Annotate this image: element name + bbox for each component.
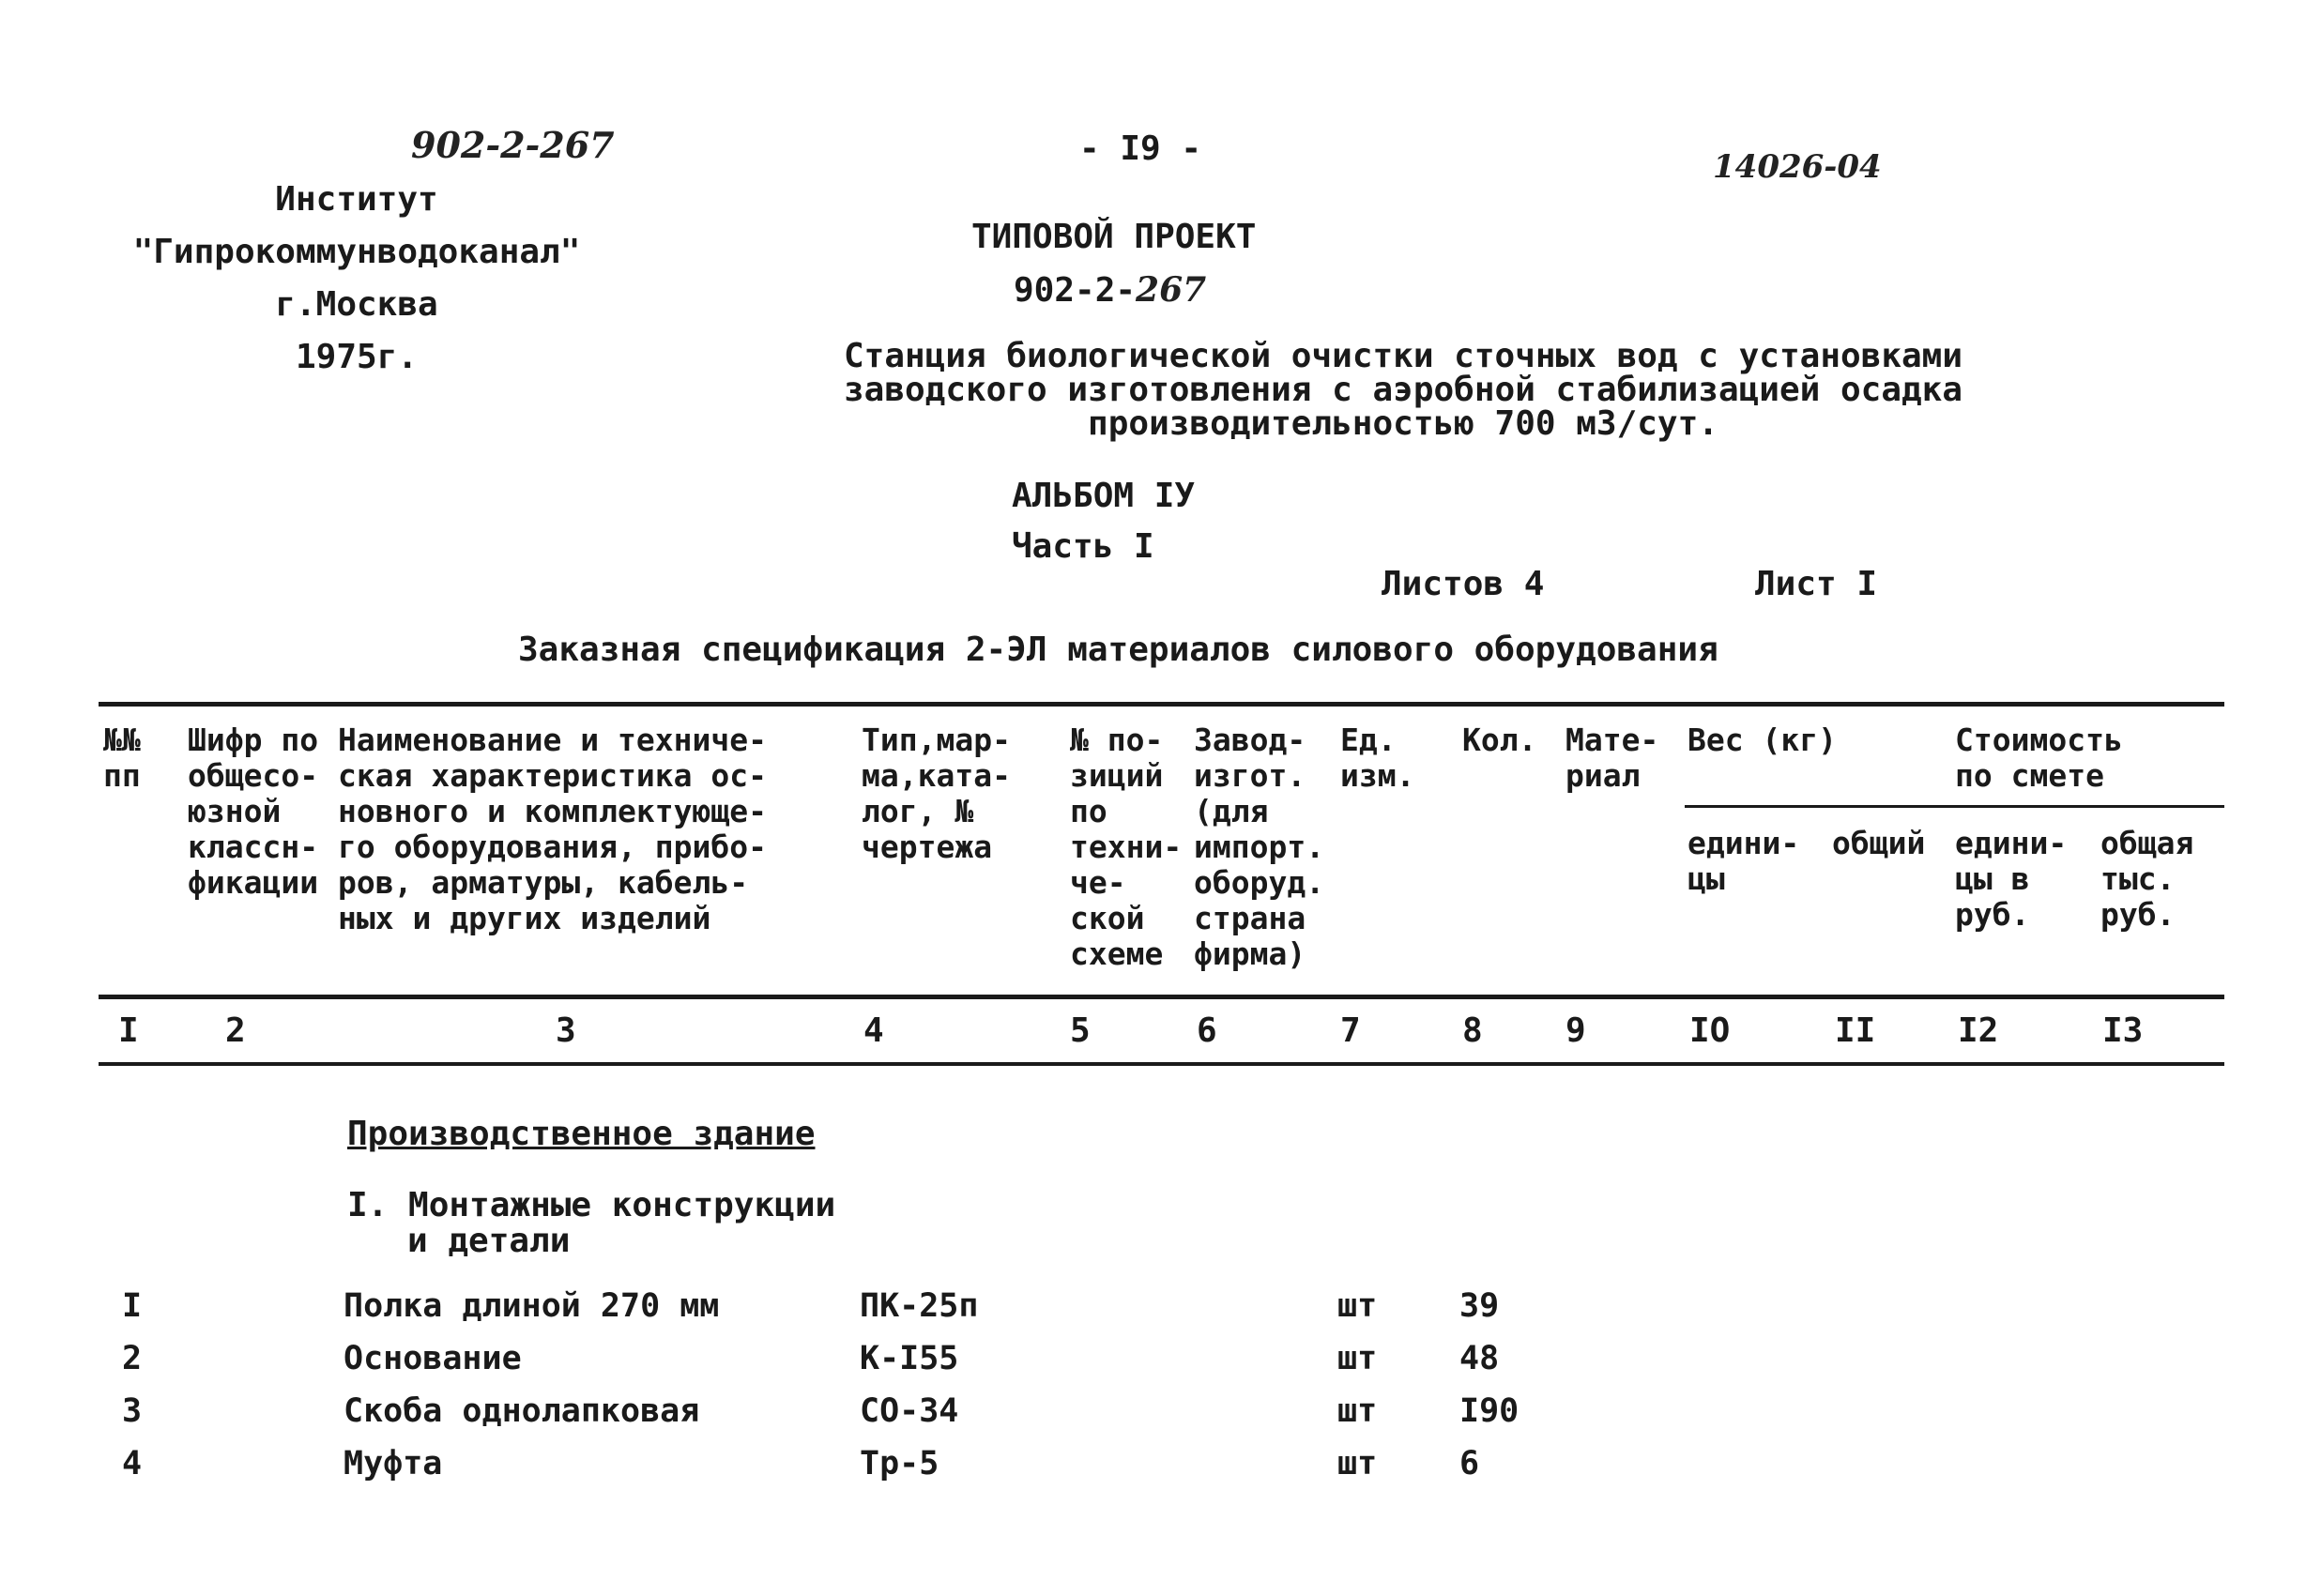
- col-header-weight-unit: едини- цы: [1688, 825, 1800, 897]
- col-header-cost-unit: едини- цы в руб.: [1955, 825, 2068, 933]
- page-number: - I9 -: [1079, 129, 1202, 168]
- row-num: 2: [122, 1340, 143, 1377]
- row-type: ПК-25п: [860, 1287, 979, 1325]
- part-label: Часть I: [1012, 527, 1154, 566]
- row-name: Скоба однолапковая: [344, 1392, 700, 1430]
- row-qty: 48: [1459, 1340, 1500, 1377]
- institute-city: г.Москва: [275, 285, 438, 324]
- numbers-bottom-rule: [99, 1062, 2224, 1066]
- col-header-material: Мате- риал: [1565, 722, 1659, 794]
- column-number: 5: [1070, 1011, 1091, 1050]
- doc-code-right: 14026-04: [1713, 148, 1882, 186]
- column-number: I2: [1958, 1011, 1999, 1050]
- row-type: Тр-5: [860, 1445, 939, 1482]
- subheader-rule: [1685, 805, 2224, 808]
- column-number: 4: [863, 1011, 884, 1050]
- column-number: 3: [556, 1011, 576, 1050]
- column-number: I3: [2102, 1011, 2144, 1050]
- project-title-line: заводского изготовления с аэробной стабилизацией осадка: [843, 371, 1963, 409]
- row-name: Основание: [344, 1340, 522, 1377]
- spec-title: Заказная спецификация 2-ЭЛ материалов силового оборудования: [518, 631, 1718, 669]
- column-number: 7: [1340, 1011, 1361, 1050]
- col-header-cost: Стоимость по смете: [1955, 722, 2123, 794]
- row-qty: 39: [1459, 1287, 1500, 1325]
- doc-code-left: 902-2-267: [411, 124, 615, 166]
- column-number: 8: [1462, 1011, 1483, 1050]
- row-name: Муфта: [344, 1445, 443, 1482]
- row-unit: шт: [1337, 1392, 1378, 1430]
- column-number: 2: [225, 1011, 246, 1050]
- column-number: I: [118, 1011, 139, 1050]
- sheet-number: Лист I: [1755, 565, 1878, 603]
- col-header-weight-total: общий: [1832, 825, 1926, 861]
- project-number-prefix: 902-2-: [1014, 271, 1137, 310]
- row-unit: шт: [1337, 1445, 1378, 1482]
- row-name: Полка длиной 270 мм: [344, 1287, 720, 1325]
- album-label: АЛЬБОМ IУ: [1012, 477, 1196, 515]
- col-header-code: Шифр по общесо- юзной классн- фикации: [188, 722, 319, 901]
- subsection-title: [347, 1188, 835, 1259]
- section-title: Производственное здание: [347, 1115, 816, 1153]
- row-num: 4: [122, 1445, 143, 1482]
- col-header-cost-total: общая тыс. руб.: [2100, 825, 2194, 933]
- row-qty: 6: [1459, 1445, 1480, 1482]
- project-number-suffix: 267: [1136, 270, 1207, 310]
- project-label: ТИПОВОЙ ПРОЕКТ: [971, 218, 1257, 256]
- project-title-line: Станция биологической очистки сточных вод с установками: [843, 337, 1963, 375]
- institute-label: Институт: [275, 180, 438, 219]
- col-header-weight: Вес (кг): [1688, 722, 1837, 758]
- col-header-unit: Ед. изм.: [1340, 722, 1415, 794]
- row-type: К-I55: [860, 1340, 959, 1377]
- column-number: II: [1835, 1011, 1876, 1050]
- project-number: [1014, 270, 1206, 310]
- col-header-qty: Кол.: [1462, 722, 1537, 758]
- row-qty: I90: [1459, 1392, 1520, 1430]
- row-unit: шт: [1337, 1287, 1378, 1325]
- subsection-line: I. Монтажные конструкции: [347, 1186, 836, 1224]
- col-header-name: Наименование и техниче- ская характеристика ос- новного и комплектующе- го оборудования, прибо- ров, арматуры, кабель- ных и других изделий: [338, 722, 767, 936]
- institute-year: 1975г.: [295, 338, 419, 376]
- header-bottom-rule: [99, 995, 2224, 999]
- col-header-num: №№ пп: [103, 722, 141, 794]
- row-num: 3: [122, 1392, 143, 1430]
- col-header-position: № по- зиций по техни- че- ской схеме: [1070, 722, 1183, 972]
- table-top-rule: [99, 702, 2224, 707]
- institute-name: "Гипрокоммунводоканал": [132, 233, 581, 271]
- row-type: СО-34: [860, 1392, 959, 1430]
- column-number: IO: [1689, 1011, 1731, 1050]
- row-unit: шт: [1337, 1340, 1378, 1377]
- row-num: I: [122, 1287, 143, 1325]
- sheets-count: Листов 4: [1382, 565, 1545, 603]
- project-title-line: производительностью 700 м3/сут.: [1088, 404, 1718, 443]
- column-number: 9: [1565, 1011, 1586, 1050]
- col-header-manufacturer: Завод- изгот. (для импорт. оборуд. страна фирма): [1194, 722, 1325, 972]
- subsection-line: и детали: [407, 1222, 571, 1260]
- column-number: 6: [1197, 1011, 1217, 1050]
- project-title: [657, 337, 2149, 443]
- col-header-type: Тип,мар- ма,ката- лог, № чертежа: [862, 722, 1011, 865]
